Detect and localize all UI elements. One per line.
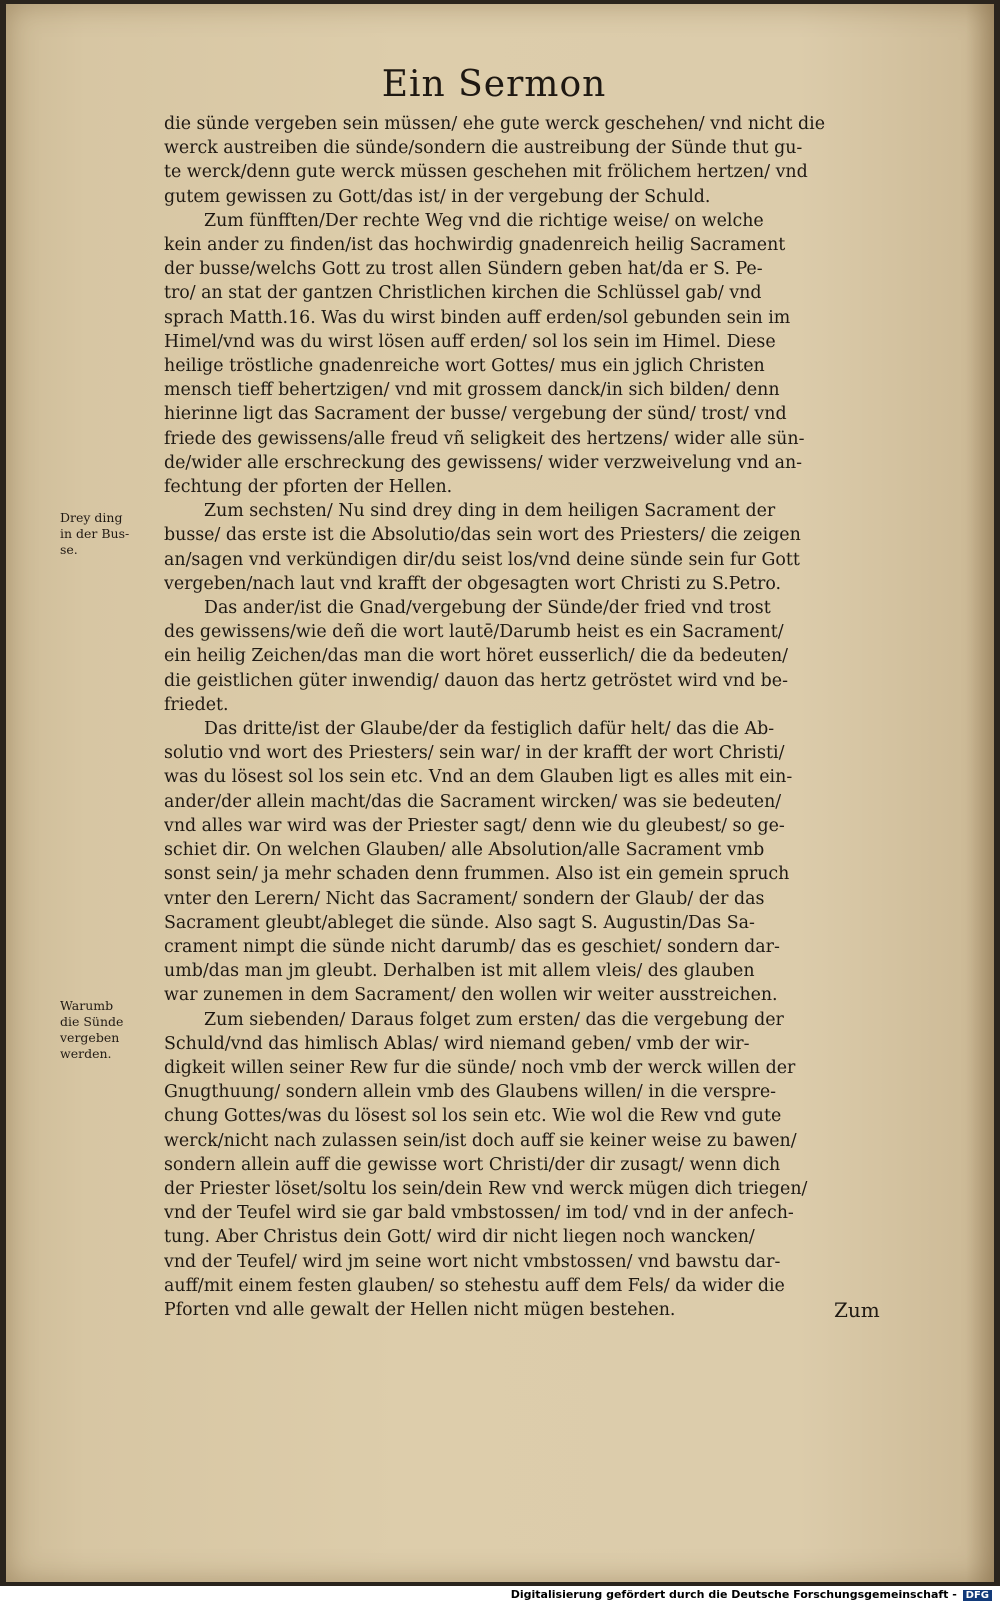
text-line: mensch tieff behertzigen/ vnd mit grossem danck/in sich bilden/ denn — [164, 380, 780, 401]
margin-note-line: vergeben — [60, 1030, 120, 1045]
text-line: die geistlichen güter inwendig/ dauon das hertz getröstet wird vnd be- — [164, 670, 788, 691]
text-line: busse/ das erste ist die Absolutio/das sein wort des Priesters/ die zeigen — [164, 525, 801, 546]
text-line: crament nimpt die sünde nicht darumb/ das es geschiet/ sondern dar- — [164, 936, 780, 957]
text-line: des gewissens/wie deñ die wort lautē/Darumb heist es ein Sacrament/ — [164, 622, 784, 643]
text-line: heilige tröstliche gnadenreiche wort Gottes/ mus ein jglich Christen — [164, 356, 765, 377]
footer-text: Digitalisierung gefördert durch die Deutsche Forschungsgemeinschaft - — [510, 1588, 957, 1601]
text-line: der Priester löset/soltu los sein/dein Rew vnd werck mügen dich triegen/ — [164, 1178, 808, 1199]
margin-note-line: die Sünde — [60, 1014, 124, 1029]
text-line: de/wider alle erschreckung des gewissens/ wider verzweivelung vnd an- — [164, 452, 803, 473]
text-line: tung. Aber Christus dein Gott/ wird dir nicht liegen noch wancken/ — [164, 1227, 755, 1248]
text-line: Himel/vnd was du wirst lösen auff erden/ sol los sein im Himel. Diese — [164, 331, 776, 352]
margin-note-line: Drey ding — [60, 510, 123, 525]
catchword: Zum — [834, 1298, 880, 1322]
text-line: vnd der Teufel/ wird jm seine wort nicht vmbstossen/ vnd bawstu dar- — [164, 1251, 781, 1272]
text-line: chung Gottes/was du lösest sol los sein etc. Wie wol die Rew vnd gute — [164, 1106, 782, 1127]
text-line: war zunemen in dem Sacrament/ den wollen wir weiter ausstreichen. — [164, 985, 778, 1006]
text-line: friedet. — [164, 694, 229, 715]
margin-note-drey-ding — [60, 510, 170, 558]
text-line: schiet dir. On welchen Glauben/ alle Absolution/alle Sacrament vmb — [164, 840, 765, 861]
text-line: Gnugthuung/ sondern allein vmb des Glaubens willen/ in die verspre- — [164, 1082, 777, 1103]
margin-note-warumb — [60, 998, 170, 1062]
text-line: Zum sechsten/ Nu sind drey ding in dem heiligen Sacrament der — [204, 501, 776, 522]
text-line: digkeit willen seiner Rew fur die sünde/ noch vmb der werck willen der — [164, 1057, 796, 1078]
text-line: Zum siebenden/ Daraus folget zum ersten/ das die vergebung der — [204, 1009, 784, 1030]
text-line: sonst sein/ ja mehr schaden denn frummen. Also ist ein gemein spruch — [164, 864, 790, 885]
text-line: an/sagen vnd verkündigen dir/du seist los/vnd deine sünde sein fur Gott — [164, 549, 800, 570]
text-line: die sünde vergeben sein müssen/ ehe gute werck geschehen/ vnd nicht die — [164, 114, 826, 134]
text-line: tro/ an stat der gantzen Christlichen kirchen die Schlüssel gab/ vnd — [164, 283, 762, 304]
text-line: ein heilig Zeichen/das man die wort höret eusserlich/ die da bedeuten/ — [164, 646, 789, 667]
body-text — [164, 112, 880, 1322]
text-line: auff/mit einem festen glauben/ so stehestu auff dem Fels/ da wider die — [164, 1275, 785, 1296]
page-edge-shadow — [966, 4, 994, 1582]
text-line: der busse/welchs Gott zu trost allen Sündern geben hat/da er S. Pe- — [164, 259, 763, 280]
text-line: Das dritte/ist der Glaube/der da festiglich dafür helt/ das die Ab- — [204, 719, 775, 740]
text-line: werck austreiben die sünde/sondern die austreibung der Sünde thut gu- — [164, 138, 803, 159]
text-line: kein ander zu finden/ist das hochwirdig gnadenreich heilig Sacrament — [164, 235, 786, 256]
text-line: sondern allein auff die gewisse wort Christi/der dir zusagt/ wenn dich — [164, 1154, 781, 1175]
text-line: sprach Matth.16. Was du wirst binden auff erden/sol gebunden sein im — [164, 307, 791, 328]
text-line: Schuld/vnd das himlisch Ablas/ wird niemand geben/ vmb der wir- — [164, 1033, 750, 1054]
text-line: umb/das man jm gleubt. Derhalben ist mit allem vleis/ des glauben — [164, 961, 755, 982]
running-header: Ein Sermon — [381, 64, 607, 105]
text-line: solutio vnd wort des Priesters/ sein war/ in der krafft der wort Christi/ — [164, 743, 785, 764]
text-line: gutem gewissen zu Gott/das ist/ in der vergebung der Schuld. — [164, 186, 711, 207]
digitization-footer — [0, 1588, 992, 1601]
text-line: Sacrament gleubt/ableget die sünde. Also sagt S. Augustin/Das Sa- — [164, 912, 755, 933]
text-line: hierinne ligt das Sacrament der busse/ vergebung der sünd/ trost/ vnd — [164, 404, 787, 425]
text-line: te werck/denn gute werck müssen geschehen mit frölichem hertzen/ vnd — [164, 162, 808, 183]
text-line: vergeben/nach laut vnd krafft der obgesagten wort Christi zu S.Petro. — [164, 573, 782, 594]
margin-note-line: se. — [60, 542, 78, 557]
text-line: ander/der allein macht/das die Sacrament wircken/ was sie bedeuten/ — [164, 791, 782, 812]
text-line: werck/nicht nach zulassen sein/ist doch auff sie keiner weise zu bawen/ — [164, 1130, 797, 1151]
text-line: vnd alles war wird was der Priester sagt/ denn wie du gleubest/ so ge- — [164, 815, 785, 836]
text-line: Zum fünfften/Der rechte Weg vnd die richtige weise/ on welche — [204, 210, 764, 231]
text-line: was du lösest sol los sein etc. Vnd an dem Glauben ligt es alles mit ein- — [164, 767, 793, 788]
margin-note-line: in der Bus- — [60, 526, 130, 541]
text-line: Das ander/ist die Gnad/vergebung der Sünde/der fried vnd trost — [204, 598, 771, 619]
text-line: vnd der Teufel wird sie gar bald vmbstossen/ im tod/ vnd in der anfech- — [164, 1203, 794, 1224]
text-line: Pforten vnd alle gewalt der Hellen nicht mügen bestehen. — [164, 1299, 676, 1320]
text-line: friede des gewissens/alle freud vñ seligkeit des hertzens/ wider alle sün- — [164, 428, 805, 449]
margin-note-line: Warumb — [60, 998, 114, 1013]
dfg-logo: DFG — [963, 1590, 992, 1601]
text-line: vnter den Lerern/ Nicht das Sacrament/ sondern der Glaub/ der das — [164, 888, 765, 909]
text-line: fechtung der pforten der Hellen. — [164, 477, 453, 498]
margin-note-line: werden. — [60, 1046, 112, 1061]
